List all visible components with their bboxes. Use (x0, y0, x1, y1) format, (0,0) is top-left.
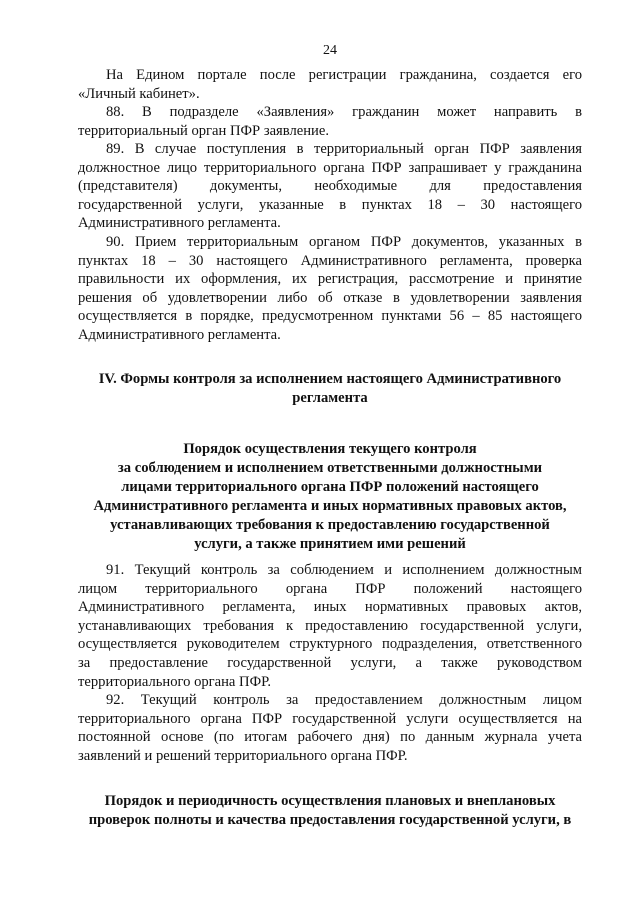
heading-line: устанавливающих требования к предоставлению государственной (110, 517, 550, 533)
heading-line: лицами территориального органа ПФР положений настоящего (121, 479, 539, 495)
text-line: осуществляется в порядке, предусмотренном пунктами 56 – 85 настоящего (78, 308, 582, 325)
text-line: 90. Прием территориальным органом ПФР документов, указанных в (106, 234, 582, 250)
heading-line: IV. Формы контроля за исполнением настоящего Административного (98, 371, 562, 387)
text-line: пунктах 18 – 30 настоящего Административного регламента, проверка (78, 252, 582, 269)
text-line: территориального органа ПФР. (78, 673, 272, 690)
text-line: 88. В подразделе «Заявления» гражданин может направить в (106, 104, 582, 120)
text-line: Административного регламента, иных нормативных правовых актов, (78, 599, 582, 616)
page-number: 24 (323, 43, 337, 58)
heading-line: Порядок осуществления текущего контроля (183, 441, 477, 457)
paragraph-91 (78, 561, 582, 691)
text-line: «Личный кабинет». (78, 85, 200, 102)
text-line: должностное лицо территориального органа ПФР запрашивает у гражданина (78, 159, 582, 176)
paragraph-88 (78, 103, 582, 140)
text-line: территориальный орган ПФР заявление. (78, 122, 329, 139)
subheading-current-control (78, 440, 582, 554)
heading-line: регламента (292, 390, 368, 406)
text-line: Административного регламента. (78, 326, 281, 343)
text-line: Административного регламента. (78, 215, 281, 232)
text-line: осуществляется руководителем структурного подразделения, ответственного (78, 636, 582, 653)
text-line: за предоставление государственной услуги, а также руководством (78, 654, 582, 671)
paragraph-92 (78, 691, 582, 765)
heading-line: услуги, а также принятием ими решений (194, 536, 466, 552)
paragraph-personal-account (78, 66, 582, 103)
heading-line: Порядок и периодичность осуществления плановых и внеплановых (104, 793, 556, 809)
text-line: территориального органа ПФР государственной услуги осуществляется на (78, 710, 582, 727)
text-line: 92. Текущий контроль за предоставлением должностным лицом (106, 692, 582, 708)
text-line: устанавливающих требования к предоставлению государственной услуги, (78, 617, 582, 634)
heading-line: проверок полноты и качества предоставления государственной услуги, в (88, 812, 572, 828)
heading-line: Административного регламента и иных нормативных правовых актов, (93, 498, 567, 514)
subheading-inspections (78, 792, 582, 830)
paragraph-89 (78, 140, 582, 233)
text-line: правильности их оформления, их регистрация, рассмотрение и принятие (78, 271, 582, 288)
text-line: лицом территориального органа ПФР положений настоящего (78, 580, 582, 597)
text-line: заявлений и решений территориального органа ПФР. (78, 747, 408, 764)
text-line: государственной услуги, указанные в пунктах 18 – 30 настоящего (78, 196, 582, 213)
heading-line: за соблюдением и исполнением ответственными должностными (117, 460, 543, 476)
text-line: На Едином портале после регистрации гражданина, создается его (106, 67, 582, 83)
text-line: решения об удовлетворении либо об отказе в удовлетворении заявления (78, 289, 582, 306)
section-iv-heading (78, 370, 582, 408)
text-line: постоянной основе (по итогам рабочего дня) по данным журнала учета (78, 729, 582, 746)
text-line: (представителя) документы, необходимые для предоставления (78, 178, 582, 195)
text-line: 91. Текущий контроль за соблюдением и исполнением должностным (106, 562, 582, 578)
text-line: 89. В случае поступления в территориальный орган ПФР заявления (106, 141, 582, 157)
paragraph-90 (78, 233, 582, 345)
